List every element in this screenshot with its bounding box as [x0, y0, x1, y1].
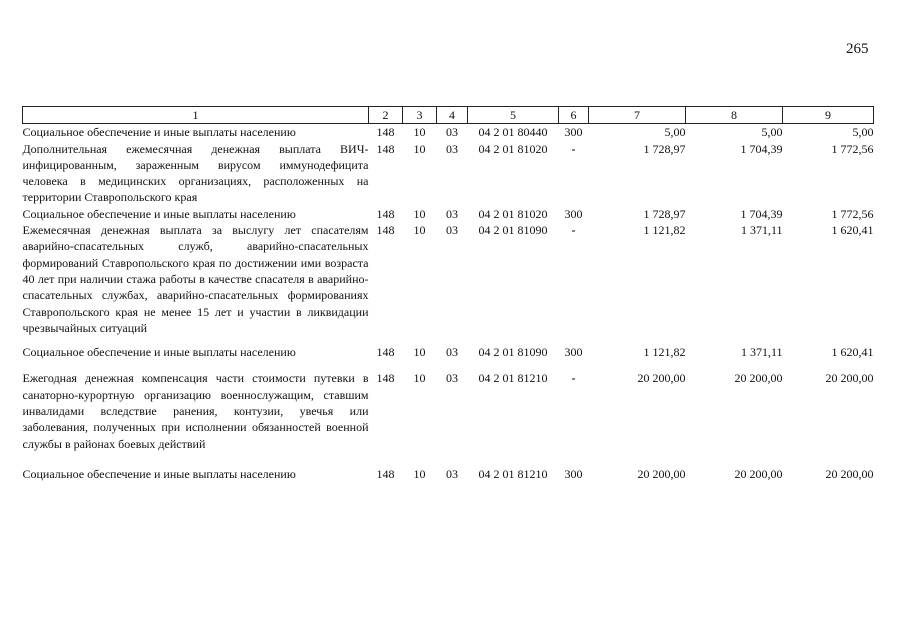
table-header-row [23, 107, 874, 124]
amount-col8: 1 704,39 [740, 206, 783, 221]
ministry-code: 148 [376, 125, 395, 140]
amount-col8: 5,00 [761, 125, 783, 140]
target-article-code: 04 2 01 80440 [478, 125, 548, 140]
subsection-code: 03 [446, 125, 458, 140]
expense-type-code: 300 [564, 466, 583, 481]
expense-type-code: - [571, 223, 576, 238]
expense-type-code: 300 [564, 345, 583, 360]
table-row [23, 206, 874, 222]
table-row [23, 466, 874, 482]
target-article-code: 04 2 01 81020 [478, 206, 548, 221]
expense-type-code: - [571, 141, 576, 156]
amount-col9: 1 620,41 [831, 345, 874, 360]
amount-col7: 1 728,97 [643, 141, 686, 156]
column-header: 2 [369, 107, 403, 124]
target-article-code: 04 2 01 81090 [478, 223, 548, 238]
subsection-code: 03 [446, 371, 458, 386]
subsection-code: 03 [446, 141, 458, 156]
subsection-code: 03 [446, 345, 458, 360]
amount-col7: 20 200,00 [637, 466, 686, 481]
row-name: Ежегодная денежная компенсация части стоимости путевки в санаторно-курортную организацию военнослужащим, ставшим инвалидами вследствие ранения, контузии, увечья или заболевания, полученных при исполнении обязанностей военной службы в районах боевых действий [22, 371, 369, 451]
section-code: 10 [413, 345, 426, 360]
expense-type-code: 300 [564, 206, 583, 221]
column-header: 3 [403, 107, 437, 124]
expense-type-code: 300 [564, 125, 583, 140]
table-row [23, 222, 874, 336]
amount-col7: 1 728,97 [643, 206, 686, 221]
amount-col8: 1 371,11 [740, 223, 783, 238]
ministry-code: 148 [376, 141, 395, 156]
amount-col9: 20 200,00 [825, 371, 874, 386]
amount-col7: 5,00 [664, 125, 686, 140]
section-code: 10 [413, 223, 426, 238]
amount-col9: 1 772,56 [831, 141, 874, 156]
amount-col9: 20 200,00 [825, 466, 874, 481]
column-header: 5 [468, 107, 559, 124]
target-article-code: 04 2 01 81020 [478, 141, 548, 156]
amount-col7: 20 200,00 [637, 371, 686, 386]
ministry-code: 148 [376, 466, 395, 481]
table-row [23, 344, 874, 360]
target-article-code: 04 2 01 81210 [478, 466, 548, 481]
table-row [23, 124, 874, 141]
target-article-code: 04 2 01 81090 [478, 345, 548, 360]
amount-col8: 1 704,39 [740, 141, 783, 156]
section-code: 10 [413, 141, 426, 156]
row-spacer [23, 360, 874, 370]
amount-col7: 1 121,82 [643, 345, 686, 360]
subsection-code: 03 [446, 206, 458, 221]
column-header: 4 [437, 107, 468, 124]
column-header: 7 [589, 107, 686, 124]
row-name: Социальное обеспечение и иные выплаты населению [22, 125, 296, 140]
column-header: 1 [23, 107, 369, 124]
ministry-code: 148 [376, 345, 395, 360]
amount-col7: 1 121,82 [643, 223, 686, 238]
amount-col8: 20 200,00 [734, 466, 783, 481]
table-row [23, 370, 874, 451]
subsection-code: 03 [446, 223, 458, 238]
expense-type-code: - [571, 371, 576, 386]
row-spacer [23, 336, 874, 344]
section-code: 10 [413, 466, 426, 481]
ministry-code: 148 [376, 371, 395, 386]
table-row [23, 141, 874, 206]
row-name: Социальное обеспечение и иные выплаты населению [22, 206, 296, 221]
subsection-code: 03 [446, 466, 458, 481]
amount-col9: 5,00 [852, 125, 874, 140]
amount-col8: 1 371,11 [740, 345, 783, 360]
row-name: Дополнительная ежемесячная денежная выплата ВИЧ-инфицированным, зараженным вирусом иммунодефицита человека в медицинских организациях, расположенных на территории Ставропольского края [22, 141, 369, 205]
section-code: 10 [413, 371, 426, 386]
target-article-code: 04 2 01 81210 [478, 371, 548, 386]
row-name: Социальное обеспечение и иные выплаты населению [22, 345, 296, 360]
budget-table [22, 106, 874, 482]
amount-col8: 20 200,00 [734, 371, 783, 386]
section-code: 10 [413, 125, 426, 140]
column-header: 6 [559, 107, 589, 124]
section-code: 10 [413, 206, 426, 221]
ministry-code: 148 [376, 223, 395, 238]
column-header: 8 [686, 107, 783, 124]
page-number: 265 [846, 41, 869, 57]
row-name: Социальное обеспечение и иные выплаты населению [22, 466, 296, 481]
amount-col9: 1 772,56 [831, 206, 874, 221]
amount-col9: 1 620,41 [831, 223, 874, 238]
row-name: Ежемесячная денежная выплата за выслугу лет спасателям аварийно-спасательных служб, аварийно-спасательных формирований Ставропольского края по достижении ими возраста 40 лет при наличии стажа работы в качестве спасателя в аварийно-спасательных службах, аварийно-спасательных формированиях Ставропольского края не менее 15 лет и участии в ликвидации чрезвычайных ситуаций [22, 223, 369, 335]
row-spacer [23, 452, 874, 466]
column-header: 9 [783, 107, 874, 124]
ministry-code: 148 [376, 206, 395, 221]
